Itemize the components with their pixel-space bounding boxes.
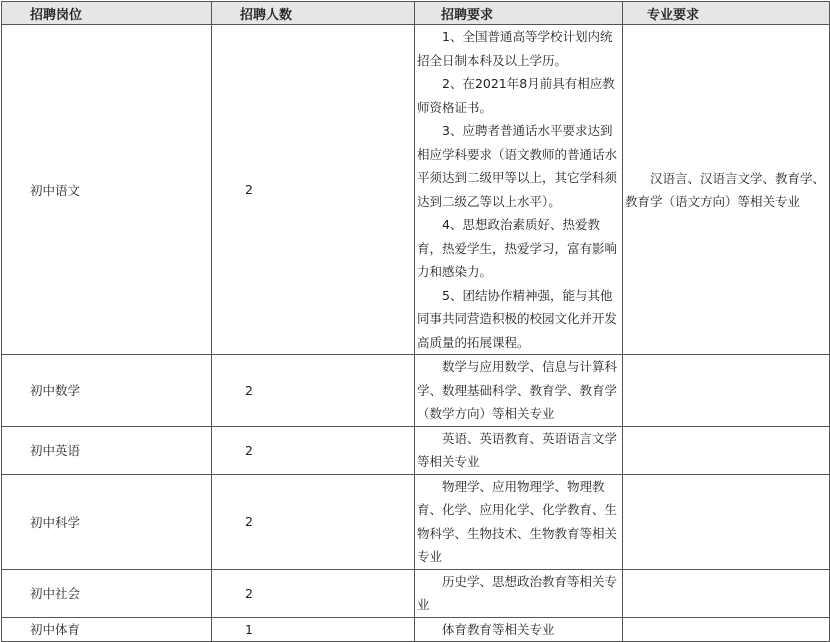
table-row	[2, 426, 830, 474]
cell-major	[623, 474, 830, 569]
requirement-item: 历史学、思想政治教育等相关专业	[417, 573, 618, 612]
cell-count: 2	[212, 569, 415, 617]
requirement-item: 体育教育等相关专业	[442, 621, 555, 637]
cell-requirements	[415, 355, 623, 427]
table-row	[2, 474, 830, 569]
table-header	[2, 2, 830, 25]
cell-major	[623, 569, 830, 617]
header-count: 招聘人数	[212, 2, 415, 25]
cell-major	[623, 426, 830, 474]
table-body	[2, 25, 830, 642]
cell-requirements	[415, 426, 623, 474]
requirement-item: 4、思想政治素质好、热爱教育，热爱学生，热爱学习，富有影响力和感染力。	[417, 217, 618, 279]
requirement-item: 1、全国普通高等学校计划内统招全日制本科及以上学历。	[417, 29, 613, 68]
requirement-item: 数学与应用数学、信息与计算科学、数理基础科学、教育学、教育学（数学方向）等相关专业	[417, 359, 618, 421]
cell-position: 初中社会	[2, 569, 212, 617]
table-row	[2, 355, 830, 427]
cell-major	[623, 25, 830, 355]
table-row	[2, 617, 830, 642]
cell-count: 1	[212, 617, 415, 642]
cell-count: 2	[212, 426, 415, 474]
header-major: 专业要求	[623, 2, 830, 25]
requirement-item: 5、团结协作精神强，能与其他同事共同营造积极的校园文化并开发高质量的拓展课程。	[417, 287, 618, 350]
cell-major	[623, 355, 830, 427]
recruitment-table	[1, 1, 830, 642]
header-requirements: 招聘要求	[415, 2, 623, 25]
cell-count: 2	[212, 25, 415, 355]
header-position: 招聘岗位	[2, 2, 212, 25]
header-row	[2, 2, 830, 25]
requirement-item: 2、在2021年8月前具有相应教师资格证书。	[417, 76, 615, 115]
requirement-item: 物理学、应用物理学、物理教育、化学、应用化学、化学教育、生物科学、生物技术、生物教育等相关专业	[417, 478, 618, 564]
cell-count: 2	[212, 355, 415, 427]
table-row	[2, 25, 830, 355]
cell-requirements	[415, 617, 623, 642]
cell-requirements	[415, 474, 623, 569]
cell-major	[623, 617, 830, 642]
cell-requirements	[415, 25, 623, 355]
requirement-item: 3、应聘者普通话水平要求达到相应学科要求（语文教师的普通话水平须达到二级甲等以上，其它学科须达到二级乙等以上水平）。	[417, 123, 618, 209]
table-row	[2, 569, 830, 617]
major-text: 汉语言、汉语言文学、教育学、教育学（语文方向）等相关专业	[625, 170, 826, 209]
cell-position: 初中语文	[2, 25, 212, 355]
cell-requirements	[415, 569, 623, 617]
cell-position: 初中英语	[2, 426, 212, 474]
cell-count: 2	[212, 474, 415, 569]
cell-position: 初中科学	[2, 474, 212, 569]
cell-position: 初中体育	[2, 617, 212, 642]
cell-position: 初中数学	[2, 355, 212, 427]
requirement-item: 英语、英语教育、英语语言文学等相关专业	[417, 430, 618, 469]
